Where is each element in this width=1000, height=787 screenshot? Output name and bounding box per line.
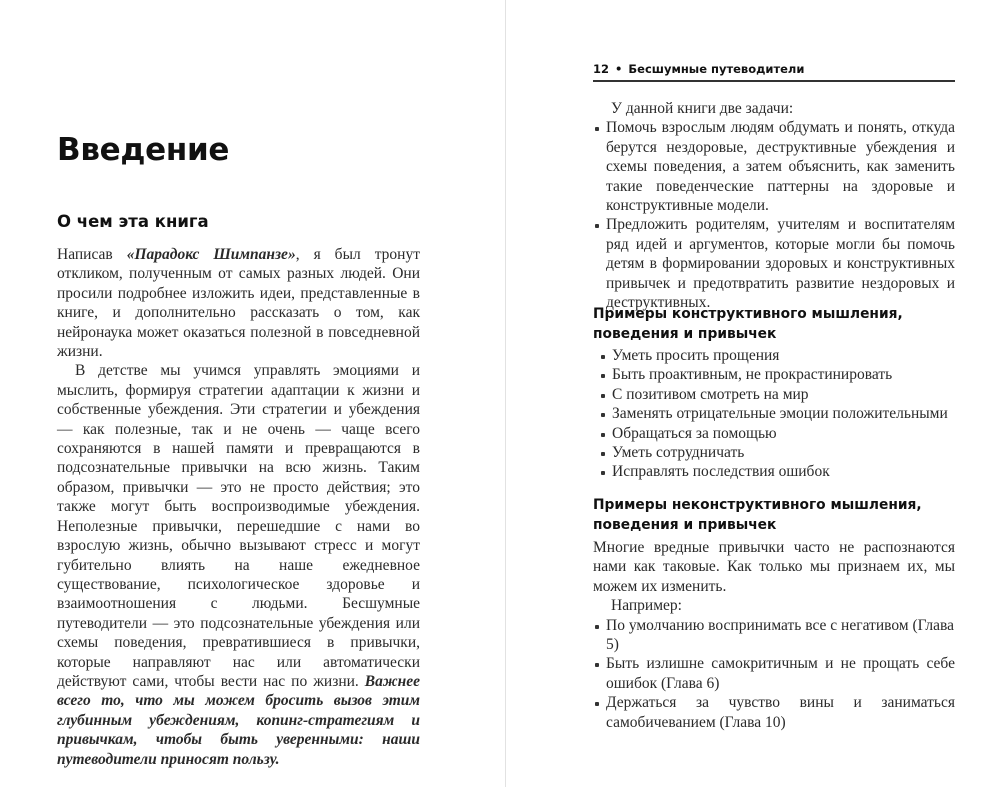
paragraph-2-text: В детстве мы учимся управлять эмоциями и мыслить, формируя стратегии адаптации к жизни и собственные убеждения. Эти стратегии и убеждения — как полезные, так и не очень — чаще всего сохраняются в нашей памяти и превращаются в подсознательные привычки на всю жизнь. Таким образом, привычки — это не просто действия; это также могут быть воспроизводимые убеждения. Неполезные привычки, перешедшие с нами во взрослую жизнь, обычно вызывают стресс и могут губительно влиять на наше ежедневное существование, психологическое здоровье и взаимоотношения с людьми. Бесшумные путеводители — это подсознательные убеждения или схемы поведения, превратившиеся в привычки, которые направляют нас или автоматически действуют сами, чтобы вести нас по жизни. xyxy=(57,362,420,690)
running-head xyxy=(593,60,955,82)
section-title: О чем эта книга xyxy=(57,212,209,231)
nonconstructive-list xyxy=(593,616,955,732)
list-item: Исправлять последствия ошибок xyxy=(599,462,955,481)
nonconstructive-examples xyxy=(593,538,955,732)
constructive-heading xyxy=(593,305,955,344)
list-item: Быть проактивным, не прокрастинировать xyxy=(599,365,955,384)
constructive-heading-line1: Примеры конструктивного мышления, xyxy=(593,306,903,322)
list-item: Уметь просить прощения xyxy=(599,346,955,365)
nonconstructive-heading-line1: Примеры неконструктивного мышления, xyxy=(593,497,922,513)
constructive-examples xyxy=(599,346,955,482)
constructive-list xyxy=(599,346,955,482)
separator-dot: • xyxy=(615,62,623,76)
list-item: Быть излишне самокритичным и не прощать себе ошибок (Глава 6) xyxy=(593,654,955,693)
list-item: По умолчанию воспринимать все с негативом (Глава 5) xyxy=(593,616,955,655)
list-item: Держаться за чувство вины и заниматься самобичеванием (Глава 10) xyxy=(593,693,955,732)
left-body-text xyxy=(57,245,420,769)
tasks-intro: У данной книги две задачи: xyxy=(611,100,794,117)
list-item: Помочь взрослым людям обдумать и понять, откуда берутся нездоровые, деструктивные убеждения и схемы поведения, а затем объяснить, как заменить такие поведенческие паттерны на здоровые и конструктивные модели. xyxy=(593,118,955,215)
nonconstructive-heading-line2: поведения и привычек xyxy=(593,516,777,533)
paragraph-1-lead: Написав xyxy=(57,246,127,263)
list-item: С позитивом смотреть на мир xyxy=(599,385,955,404)
list-item: Предложить родителям, учителям и воспитателям ряд идей и аргументов, которые могли бы помочь детям в формировании здоровых и конструктивных привычек и предотвратить развитие нездоровых и деструктивных. xyxy=(593,215,955,312)
paragraph-1-rest: , я был тронут откликом, полученным от самых разных людей. Они просили подробнее изложить идеи, представленные в книге, и дополнительно рассказать о том, как нейронаука может оказаться полезной в повседневной жизни. xyxy=(57,246,420,361)
list-item: Уметь сотрудничать xyxy=(599,443,955,462)
page-number: 12 xyxy=(593,62,610,76)
list-item: Обращаться за помощью xyxy=(599,424,955,443)
nonconstructive-paragraph: Многие вредные привычки часто не распознаются нами как таковые. Как только мы признаем их, мы можем их изменить. xyxy=(593,539,955,595)
running-head-title: Бесшумные путеводители xyxy=(628,62,805,76)
paragraph-2 xyxy=(57,361,420,769)
constructive-heading-line2: поведения и привычек xyxy=(593,325,777,342)
chapter-title: Введение xyxy=(57,132,230,168)
example-label: Например: xyxy=(611,597,682,615)
paragraph-1 xyxy=(57,245,420,361)
list-item: Заменять отрицательные эмоции положительными xyxy=(599,404,955,423)
book-title-reference: «Парадокс Шимпанзе» xyxy=(126,246,296,263)
nonconstructive-heading xyxy=(593,496,955,535)
tasks-list xyxy=(593,118,955,312)
book-tasks xyxy=(593,99,955,312)
paragraph-2-emphasis: Важнее всего то, что мы можем бросить вызов этим глубинным убеждениям, копинг-стратегиям и привычкам, чтобы быть уверенными: наши путеводители приносят пользу. xyxy=(57,672,420,768)
